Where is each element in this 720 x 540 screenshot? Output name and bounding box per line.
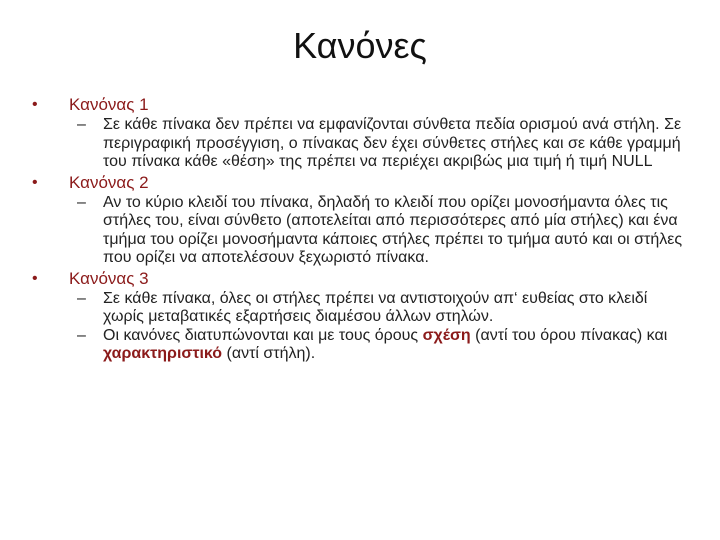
bullet-icon: • — [32, 173, 38, 191]
rule-3-item-1 — [32, 290, 692, 327]
bullet-icon: • — [32, 96, 38, 113]
rule-1-label: Κανόνας 1 — [69, 95, 149, 114]
rule-3 — [32, 268, 692, 364]
rule-1-item-1 — [32, 116, 692, 172]
dash-icon: – — [77, 116, 86, 133]
term-relation: σχέση — [422, 326, 471, 344]
rule-2-label: Κανόνας 2 — [69, 172, 149, 192]
rule-3-label: Κανόνας 3 — [69, 268, 149, 288]
rule-1-item-1-text: Σε κάθε πίνακα δεν πρέπει να εμφανίζονται σύνθετα πεδία ορισμού ανά στήλη. Σε περιγραφική προσέγγιση, ο πίνακας δεν έχει σύνθετες στήλες και σε κάθε γραμμή του πίνακα κάθε «θέση» της πρέπει να περιέχει ακριβώς μια τιμή ή τιμή NULL — [103, 116, 682, 170]
dash-icon: – — [77, 326, 86, 344]
rule-3-item-2-text-a: Οι κανόνες διατυπώνονται και με τους όρους — [103, 326, 423, 344]
bullet-icon: • — [32, 269, 38, 287]
rule-3-heading — [32, 268, 692, 290]
rule-3-item-1-text: Σε κάθε πίνακα, όλες οι στήλες πρέπει να αντιστοιχούν απ‘ ευθείας στο κλειδί χωρίς μεταβατικές εξαρτήσεις διαμέσου άλλων στηλών. — [103, 289, 648, 325]
rule-1 — [32, 94, 692, 172]
rule-2-heading — [32, 172, 692, 194]
dash-icon: – — [77, 193, 86, 211]
rule-3-item-2-text-c: (αντί στήλη). — [222, 345, 316, 362]
rule-1-heading — [32, 94, 692, 116]
term-attribute: χαρακτηριστικό — [103, 345, 223, 362]
rule-2 — [32, 172, 692, 268]
rule-2-item-1-text: Αν το κύριο κλειδί του πίνακα, δηλαδή το κλειδί που ορίζει μονοσήμαντα όλες τις στήλες του, είναι σύνθετο (αποτελείται από περισσότερες από μία στήλες) και ένα τμήμα του ορίζει μονοσήμαντα κάποιες στήλες πρέπει το τμήμα αυτό και οι στήλες που ορίζει να αποτελέσουν ξεχωριστό πίνακα. — [103, 193, 683, 266]
rule-2-item-1 — [32, 194, 692, 268]
slide-content — [32, 94, 692, 364]
rule-3-item-2-text-b: (αντί του όρου πίνακας) και — [470, 326, 668, 344]
rule-3-item-2 — [32, 327, 692, 364]
dash-icon: – — [77, 289, 86, 307]
slide-title: Κανόνες — [293, 25, 427, 66]
